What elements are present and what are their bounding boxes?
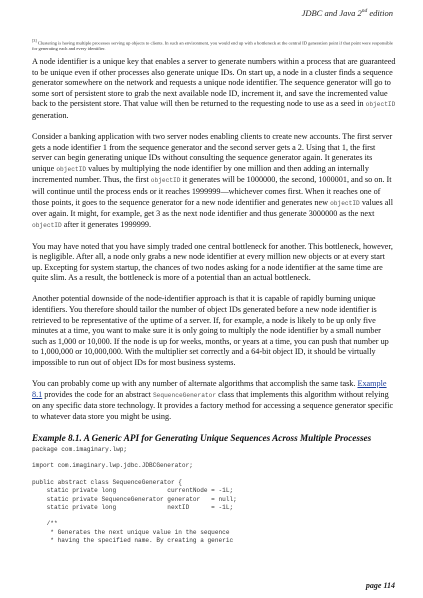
paragraph-2-text-e: after it generates 1999999.	[61, 219, 152, 229]
paragraph-4: Another potential downside of the node-identifier approach is that it is capable of rapidly burning unique identifiers. You therefore should tailor the number of object IDs generated before a new node identifier is retrieved to be representative of the uptime of a server. If, for example, a node is likely to be up only five minutes at a time, you want to make sure it is only going to multiply the node identifier by a small number such as 1,000 or 10,000. If the node is up for weeks, months, or years at a time, you can push that number up to 1,000,000 or 10,000,000. With the multiplier set correctly and a 64-bit object ID, it should be virtually impossible to run out of object IDs for most business systems.	[32, 294, 389, 368]
footnote-marker: [3]	[32, 38, 37, 43]
inline-code: objectID	[32, 221, 62, 229]
paragraph-5	[32, 379, 396, 422]
paragraph-2-text-d: values all over again. It might, for example, get 3 as the next node identifier and thus generate 3000000 as the next	[32, 197, 393, 219]
header-superscript: nd	[361, 8, 368, 15]
paragraph-3: You may have noted that you have simply traded one central bottleneck for another. This bottleneck, however, is negligible. After all, a node only grabs a new node identifier at every million new objects or at every start up. Excepting for system startup, the chances of two nodes asking for a node identifier at the same time are quite slim. As a result, the bottleneck is more of a potential than an actual bottleneck.	[32, 241, 393, 283]
inline-code: SequenceGenerator	[152, 391, 217, 399]
paragraph-5-text-b: provides the code for an abstract	[42, 389, 153, 399]
inline-code: objectID	[330, 199, 360, 207]
paragraph-5-text-c: class that implements this algorithm without relying on any specific data store technology. It provides a factory method for accessing a sequence generator specific to whatever data store you might be using.	[32, 389, 394, 421]
header-title-end: edition	[367, 8, 393, 18]
inline-code: objectID	[365, 101, 396, 109]
paragraph-5-text-a: You can probably come up with any number of alternate algorithms that accomplish the same task.	[32, 379, 358, 388]
inline-code: objectID	[150, 177, 181, 185]
running-header	[302, 8, 393, 18]
paragraph-1	[32, 57, 396, 122]
paragraph-2-text-c: it generates will be 1000000, the second, 1000001, and so on. It will continue until the process ends or it reaches 1999999—whichever comes first. When it reaches one of those points, it goes to the sequence generator for a new node identifier and generates new	[32, 175, 392, 207]
paragraph-1-text: A node identifier is a unique key that enables a server to generate numbers within a process that are guaranteed to be unique even if other processes also generate unique IDs. On start up, a node in a cluster finds a sequence generator somewhere on the network and requests a unique node identifier. The sequence generator will go to some sort of persistent store to grab the next available node ID, increment it, and save the incremented value back to the persistent store. That value will then be returned to the requesting node to use as a seed in	[32, 57, 396, 109]
example-title: Example 8.1. A Generic API for Generating Unique Sequences Across Multiple Processes	[32, 432, 372, 443]
header-title: JDBC and Java 2	[301, 8, 362, 18]
paragraph-2	[32, 132, 396, 231]
body-text	[32, 57, 396, 545]
paragraph-1-end: generation.	[32, 110, 69, 120]
example-link[interactable]: Example 8.1	[32, 379, 387, 399]
paragraph-2-text-b: values by multiplying the node identifier by one million and then adding an internally incremented number. Thus, the first	[32, 163, 369, 185]
inline-code: objectID	[56, 165, 87, 173]
footnote-text: Clustering is having multiple processes serving up objects to clients. In such an environment, you would end up with a bottleneck at the central ID generation point if that point were responsible for generating each and every identifier.	[32, 40, 393, 51]
footnote	[32, 38, 394, 51]
code-listing: package com.imaginary.lwp; import com.imaginary.lwp.jdbc.JDBCGenerator; public abstract class SequenceGenerator { static private long currentNode = -1L; static private SequenceGenerator generator = null; static private long nextID = -1L; /** * Generates the next unique value in the sequence * having the specified name. By creating a generic	[32, 445, 237, 545]
page-number: page 114	[365, 581, 395, 590]
paragraph-2-text-a: Consider a banking application with two server nodes enabling clients to create new accounts. The first server gets a node identifier 1 from the sequence generator and the second server gets a 2. Using that 1, the first server can begin generating unique IDs without consulting the sequence generator again. It generates its unique	[32, 131, 393, 173]
